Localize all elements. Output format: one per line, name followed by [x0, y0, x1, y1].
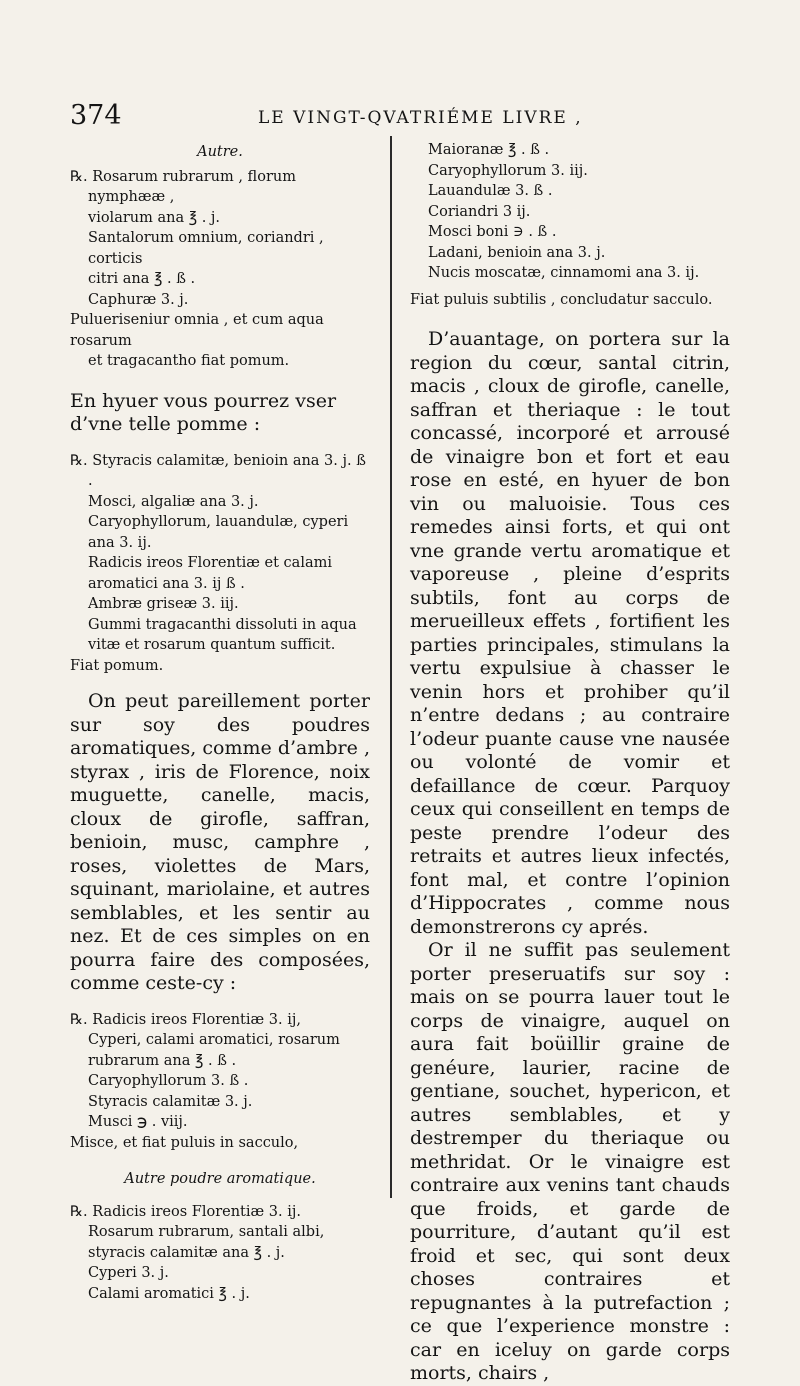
recipe-line: citri ana ℥ . ß .	[88, 271, 196, 287]
recipe-line: Styracis calamitæ 3. j.	[88, 1093, 253, 1110]
recipe-line: Gummi tragacanthi dissoluti in aqua vitæ et rosarum quantum sufficit.	[88, 616, 357, 653]
recipe-line: Rosarum rubrarum, santali albi, styracis calamitæ ana ℥ . j.	[88, 1224, 325, 1261]
body-paragraph: Or il ne suffit pas seulement porter preseruatifs sur soy : mais on se pourra lauer tout le corps de vinaigre, auquel on aura fait boüillir graine de genéure, laurier, racine de gentiane, souchet, hypericon, et autres semblables, et y destremper du theriaque ou methridat. Or le vinaigre est contraire aux venins tant chauds que froids, et garde de pourriture, d’autant qu’il est froid et sec, qui sont deux choses contraires et repugnantes à la putrefaction ; ce que l’experience monstre : car en iceluy on garde corps morts, chairs ,	[410, 939, 730, 1384]
recipe-line: Ambræ griseæ 3. iij.	[88, 596, 239, 612]
recipe-continued	[410, 140, 730, 310]
recipe-title: Autre.	[197, 144, 243, 160]
recipe-line: Musci ℈ . viij.	[88, 1114, 188, 1130]
recipe-line: Calami aromatici ℥ . j.	[88, 1285, 250, 1302]
recipe-line: Caphuræ 3. j.	[88, 291, 189, 308]
recipe-autre	[70, 142, 370, 372]
recipe-line: ℞. Styracis calamitæ, benioin ana 3. j. ß .	[70, 452, 366, 489]
page-number: 374	[70, 100, 122, 131]
recipe-line: Fiat pomum.	[70, 657, 164, 674]
left-column	[70, 140, 370, 1304]
recipe-line: Caryophyllorum, lauandulæ, cyperi ana 3. ij.	[88, 514, 349, 551]
recipe-poudre	[70, 1010, 370, 1154]
recipe-line: violarum ana ℥ . j.	[88, 209, 221, 226]
running-title: LE VINGT-QVATRIÉME LIVRE ,	[258, 108, 583, 128]
recipe-line: ℞. Radicis ireos Florentiæ 3. ij,	[70, 1011, 301, 1028]
recipe-line: ℞. Radicis ireos Florentiæ 3. ij.	[70, 1203, 301, 1220]
recipe-line: Ladani, benioin ana 3. j.	[428, 244, 606, 261]
recipe-title: Autre poudre aromatique.	[124, 1171, 316, 1187]
recipe-line: Radicis ireos Florentiæ et calami aromatici ana 3. ij ß .	[88, 555, 332, 592]
recipe-line: Caryophyllorum 3. ß .	[88, 1073, 249, 1089]
recipe-line: Cyperi 3. j.	[88, 1265, 169, 1281]
recipe-line: Santalorum omnium, coriandri , corticis	[88, 230, 324, 267]
winter-heading: En hyuer vous pourrez vser d’vne telle pomme :	[70, 389, 337, 435]
recipe-line: Fiat puluis subtilis , concludatur sacculo.	[410, 291, 713, 308]
recipe-line: Misce, et fiat puluis in sacculo,	[70, 1134, 299, 1151]
recipe-line: ℞. Rosarum rubrarum , florum nymphææ ,	[70, 168, 296, 205]
recipe-line: et tragacantho fiat pomum.	[88, 353, 290, 369]
recipe-line: Cyperi, calami aromatici, rosarum rubrarum ana ℥ . ß .	[88, 1032, 340, 1069]
recipe-line: Maioranæ ℥ . ß .	[428, 142, 550, 158]
column-divider	[390, 136, 392, 1198]
body-paragraph: On peut pareillement porter sur soy des poudres aromatiques, comme d’ambre , styrax , iris de Florence, noix muguette, canelle, macis, cloux de girofle, saffran, benioin, musc, camphre , roses, violettes de Mars, squinant, mariolaine, et autres semblables, et les sentir au nez. Et de ces simples on en pourra faire des composées, comme ceste-cy :	[70, 690, 370, 994]
recipe-line: Caryophyllorum 3. iij.	[428, 162, 588, 179]
body-paragraph: D’auantage, on portera sur la region du cœur, santal citrin, macis , cloux de girofle, canelle, saffran et theriaque : le tout concassé, incorporé et arrousé de vinaigre bon et fort et eau rose en esté, en hyuer de bon vin ou maluoisie. Tous ces remedes ainsi forts, et qui ont vne grande vertu aromatique et vaporeuse , pleine d’esprits subtils, font au corps de merueilleux effets , fortifient les parties principales, stimulans la vertu expulsiue à chasser le venin hors et prohiber qu’il n’entre dedans ; au contraire l’odeur puante cause vne nausée ou volonté de vomir et defaillance de cœur. Parquoy ceux qui conseillent en temps de peste prendre l’odeur des retraits et autres lieux infectés, font mal, et contre l’opinion d’Hippocrates , comme nous demonstrerons cy aprés.	[410, 328, 730, 938]
recipe-line: Mosci, algaliæ ana 3. j.	[88, 493, 259, 510]
recipe-line: Pulueriseniur omnia , et cum aqua rosarum	[70, 312, 324, 349]
right-column	[410, 140, 730, 1386]
recipe-winter	[70, 451, 370, 677]
recipe-line: Coriandri 3 ij.	[428, 203, 531, 220]
recipe-poudre-aromatique	[70, 1169, 370, 1304]
recipe-line: Mosci boni ∋ . ß .	[428, 224, 557, 240]
recipe-line: Nucis moscatæ, cinnamomi ana 3. ij.	[428, 265, 700, 281]
recipe-line: Lauandulæ 3. ß .	[428, 183, 553, 199]
